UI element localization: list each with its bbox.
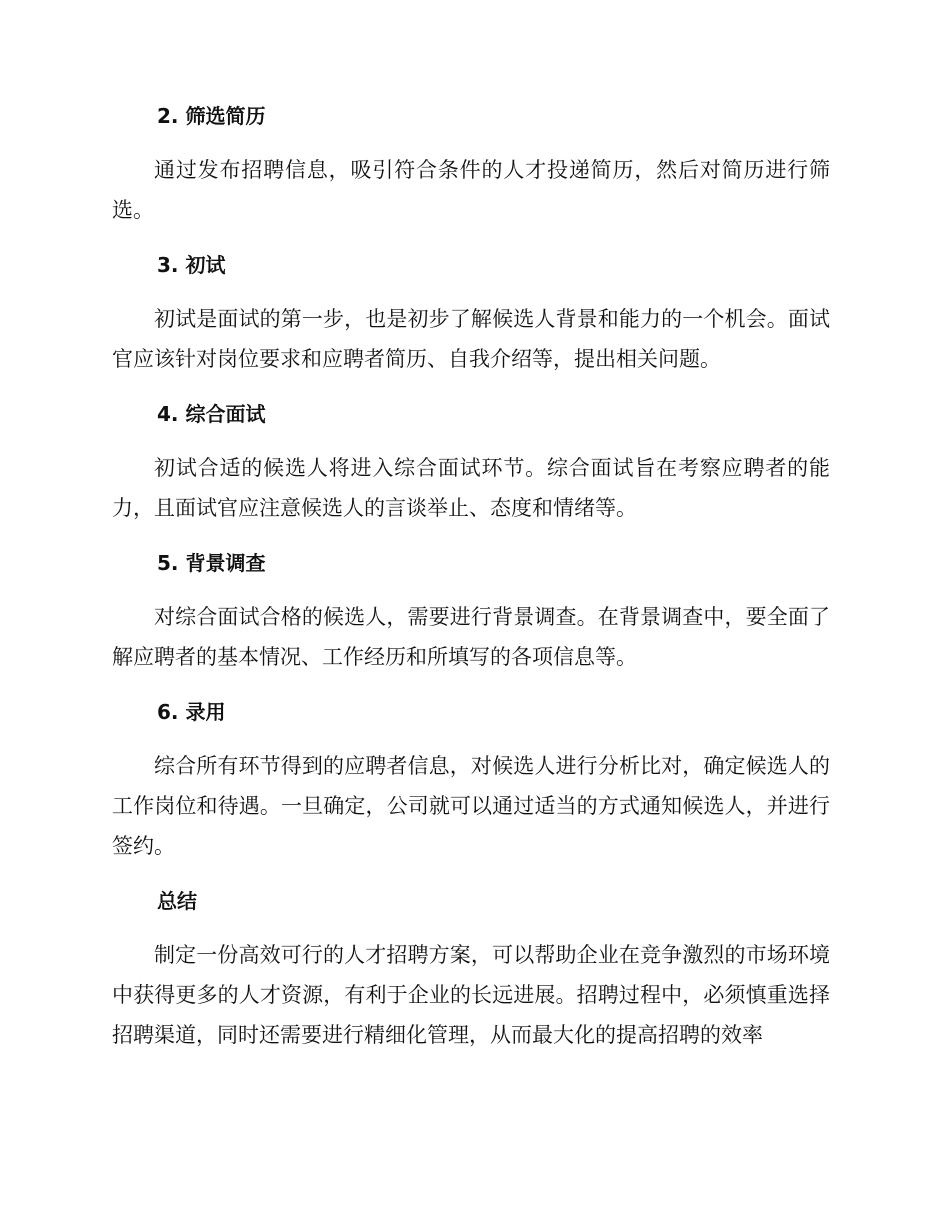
- section-spacer: [112, 379, 830, 402]
- section-paragraph: 综合所有环节得到的应聘者信息，对候选人进行分析比对，确定候选人的工作岗位和待遇。一旦确定，公司就可以通过适当的方式通知候选人，并进行签约。: [112, 754, 830, 858]
- section-paragraph: 初试合适的候选人将进入综合面试环节。综合面试旨在考察应聘者的能力，且面试官应注意候选人的言谈举止、态度和情绪等。: [112, 456, 830, 520]
- section-paragraph: 对综合面试合格的候选人，需要进行背景调查。在背景调查中，要全面了解应聘者的基本情况、工作经历和所填写的各项信息等。: [112, 605, 830, 669]
- section-comprehensive-interview: [112, 402, 830, 551]
- section-heading: 3. 初试: [157, 253, 226, 277]
- section-heading: 总结: [157, 889, 197, 913]
- section-background-check: [112, 551, 830, 700]
- section-paragraph: 初试是面试的第一步，也是初步了解候选人背景和能力的一个机会。面试官应该针对岗位要求和应聘者简历、自我介绍等，提出相关问题。: [112, 307, 830, 371]
- section-heading: 5. 背景调查: [157, 551, 266, 575]
- section-heading: 4. 综合面试: [157, 402, 266, 426]
- section-first-interview: [112, 253, 830, 402]
- section-heading: 6. 录用: [157, 700, 226, 724]
- section-summary: [112, 889, 830, 1055]
- section-screen-resumes: [112, 104, 830, 253]
- section-spacer: [112, 677, 830, 700]
- section-paragraph: 通过发布招聘信息，吸引符合条件的人才投递简历，然后对简历进行筛选。: [112, 158, 830, 222]
- section-paragraph: 制定一份高效可行的人才招聘方案，可以帮助企业在竞争激烈的市场环境中获得更多的人才资源，有利于企业的长远进展。招聘过程中，必须慎重选择招聘渠道，同时还需要进行精细化管理，从而最大化的提高招聘的效率: [112, 943, 830, 1047]
- document-body: [112, 104, 830, 1055]
- section-spacer: [112, 230, 830, 253]
- section-hiring: [112, 700, 830, 889]
- section-spacer: [112, 866, 830, 889]
- section-heading: 2. 筛选简历: [157, 104, 266, 128]
- section-spacer: [112, 528, 830, 551]
